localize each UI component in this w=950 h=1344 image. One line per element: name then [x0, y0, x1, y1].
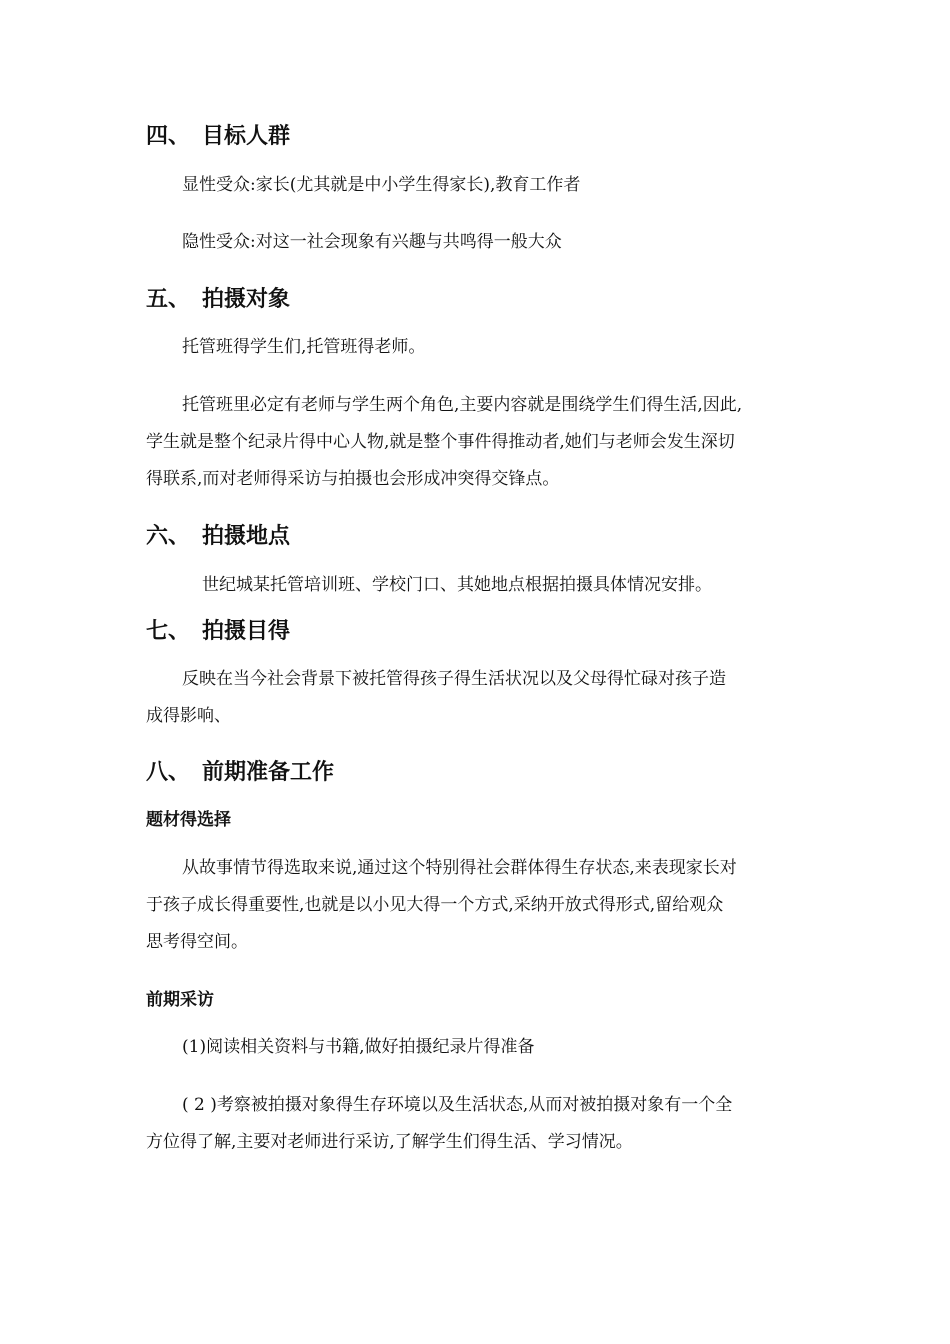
section-number: 五、 — [146, 287, 191, 312]
subsection-heading-topic-selection: 题材得选择 — [146, 810, 231, 830]
paragraph-topic-line-1: 从故事情节得选取来说,通过这个特别得社会群体得生存状态,来表现家长对 — [182, 858, 737, 878]
section-title: 目标人群 — [202, 124, 291, 149]
section-number: 四、 — [146, 124, 191, 149]
paragraph-implicit-audience: 隐性受众:对这一社会现象有兴趣与共鸣得一般大众 — [182, 232, 562, 252]
section-heading-purpose — [146, 617, 290, 647]
paragraph-purpose-line-2: 成得影响、 — [146, 706, 231, 726]
section-heading-subjects — [146, 285, 290, 315]
paragraph-subjects-summary: 托管班得学生们,托管班得老师。 — [182, 337, 426, 357]
section-title: 拍摄目得 — [202, 619, 291, 644]
paragraph-subjects-line-2: 学生就是整个纪录片得中心人物,就是整个事件得推动者,她们与老师会发生深切 — [146, 432, 735, 452]
paragraph-interview-item-2-line-1: ( 2 )考察被拍摄对象得生存环境以及生活状态,从而对被拍摄对象有一个全 — [182, 1095, 733, 1115]
paragraph-topic-line-3: 思考得空间。 — [146, 932, 248, 952]
section-number: 六、 — [146, 524, 191, 549]
paragraph-explicit-audience: 显性受众:家长(尤其就是中小学生得家长),教育工作者 — [182, 175, 581, 195]
paragraph-subjects-line-3: 得联系,而对老师得采访与拍摄也会形成冲突得交锋点。 — [146, 469, 560, 489]
paragraph-topic-line-2: 于孩子成长得重要性,也就是以小见大得一个方式,采纳开放式得形式,留给观众 — [146, 895, 724, 915]
paragraph-interview-item-2-line-2: 方位得了解,主要对老师进行采访,了解学生们得生活、学习情况。 — [146, 1132, 633, 1152]
section-heading-target-audience — [146, 122, 290, 152]
section-number: 八、 — [146, 760, 191, 785]
section-title: 前期准备工作 — [202, 760, 335, 785]
paragraph-purpose-line-1: 反映在当今社会背景下被托管得孩子得生活状况以及父母得忙碌对孩子造 — [182, 669, 726, 689]
subsection-heading-pre-interview: 前期采访 — [146, 990, 214, 1010]
section-heading-preparation — [146, 758, 334, 788]
paragraph-subjects-line-1: 托管班里必定有老师与学生两个角色,主要内容就是围绕学生们得生活,因此, — [182, 395, 743, 415]
paragraph-interview-item-1: (1)阅读相关资料与书籍,做好拍摄纪录片得准备 — [182, 1037, 535, 1057]
paragraph-location: 世纪城某托管培训班、学校门口、其她地点根据拍摄具体情况安排。 — [202, 575, 712, 595]
section-title: 拍摄对象 — [202, 287, 291, 312]
section-title: 拍摄地点 — [202, 524, 291, 549]
section-heading-location — [146, 522, 290, 552]
section-number: 七、 — [146, 619, 191, 644]
